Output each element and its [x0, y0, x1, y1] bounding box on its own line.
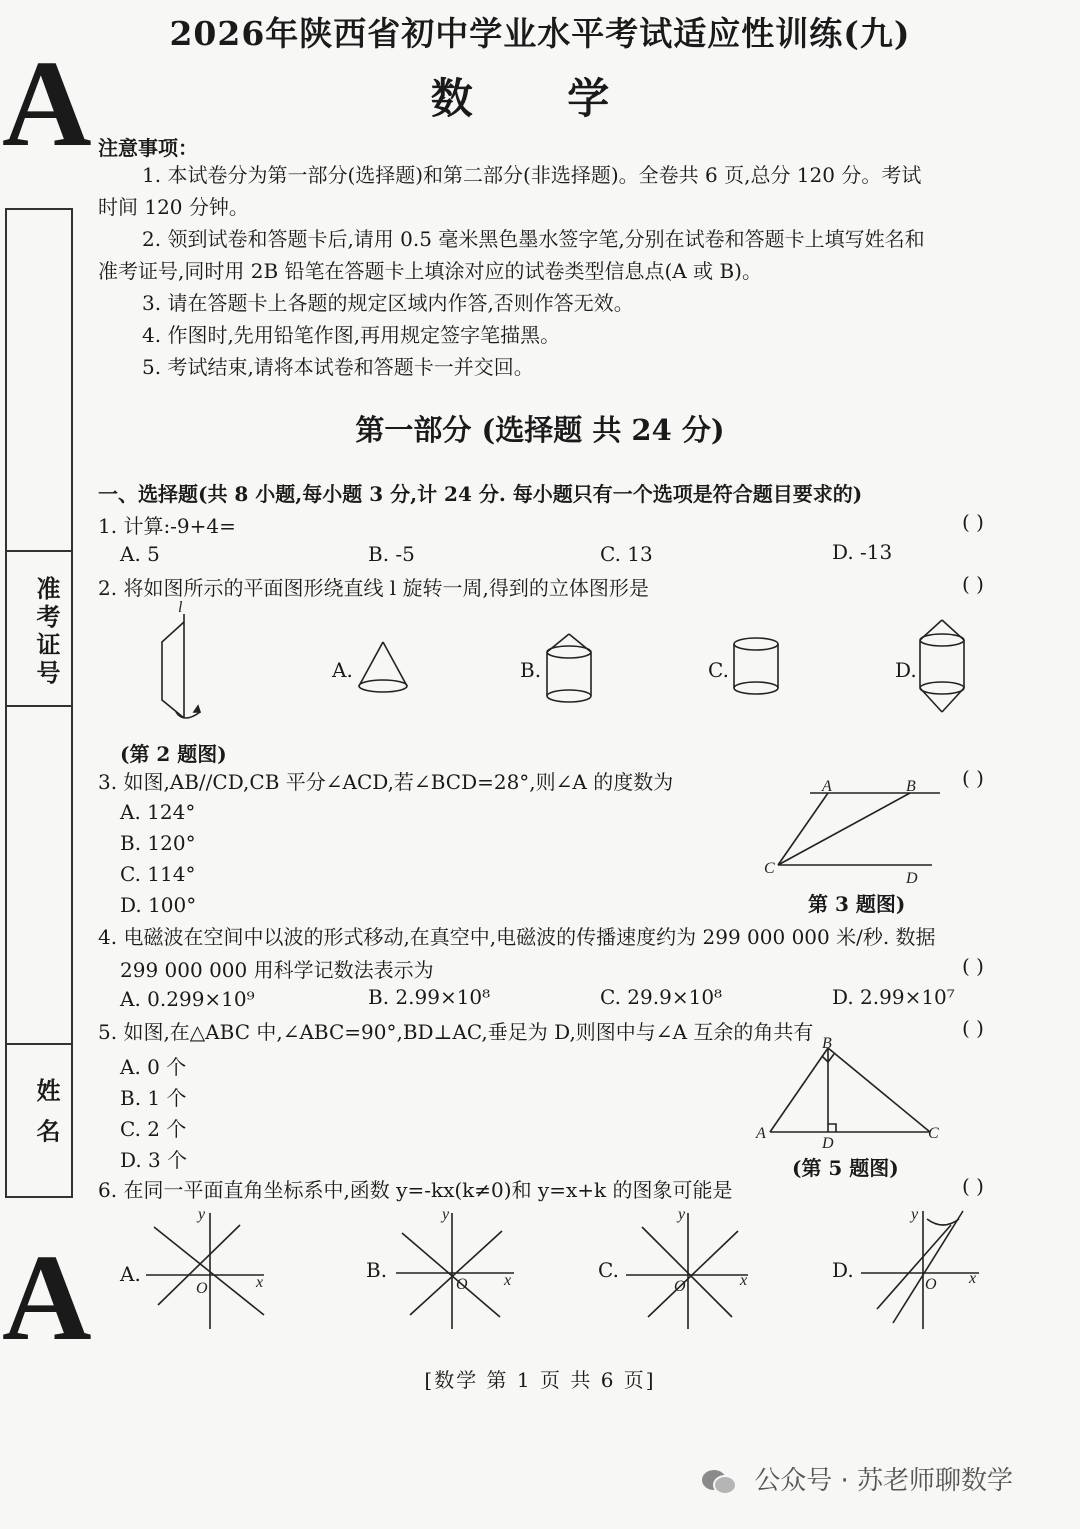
q6a-y-label: y [198, 1206, 206, 1223]
q1-option-c: C. 13 [600, 542, 653, 566]
q4-option-b: B. 2.99×10⁸ [368, 985, 491, 1009]
note-line: 5. 考试结束,请将本试卷和答题卡一并交回。 [142, 355, 534, 379]
q6-option-a: A. [120, 1262, 141, 1286]
q6b-origin-label: O [456, 1276, 468, 1293]
q5-stem: 5. 如图,在△ABC 中,∠ABC=90°,BD⊥AC,垂足为 D,则图中与∠A 互余的角共有 [98, 1020, 814, 1044]
note-line: 3. 请在答题卡上各题的规定区域内作答,否则作答无效。 [142, 291, 634, 315]
q5-point-d: D [822, 1135, 834, 1152]
q5-answer-paren: ( ) [962, 1016, 984, 1040]
q2-option-b: B. [520, 658, 542, 682]
q3-point-a: A [822, 778, 832, 795]
watermark [700, 1460, 1013, 1497]
q6-option-b: B. [366, 1258, 388, 1282]
q5-option-d: D. 3 个 [120, 1148, 188, 1172]
q6d-y-label: y [911, 1206, 919, 1223]
q4-stem-line2: 299 000 000 用科学记数法表示为 [120, 958, 434, 982]
q4-answer-paren: ( ) [962, 954, 984, 978]
q3-option-c: C. 114° [120, 862, 196, 886]
q2-option-a: A. [332, 658, 353, 682]
q2-axis-label: l [178, 599, 183, 616]
paper-type-letter-bottom: A [2, 1229, 92, 1366]
part1-title: 第一部分 (选择题 共 24 分) [355, 413, 725, 447]
q3-stem: 3. 如图,AB//CD,CB 平分∠ACD,若∠BCD=28°,则∠A 的度数为 [98, 770, 674, 794]
notes-heading: 注意事项： [98, 136, 198, 160]
q6c-y-label: y [678, 1206, 686, 1223]
q4-option-a: A. 0.299×10⁹ [120, 987, 255, 1011]
binding-sidebar [5, 208, 73, 1198]
q6-option-d: D. [832, 1258, 854, 1282]
q3-option-a: A. 124° [120, 800, 196, 824]
q6b-y-label: y [442, 1206, 450, 1223]
q5-option-c: C. 2 个 [120, 1117, 187, 1141]
q6-graph-b [390, 1205, 520, 1335]
q5-point-c: C [928, 1125, 939, 1142]
q6a-x-label: x [256, 1274, 264, 1291]
q6-graph-c [620, 1205, 755, 1335]
q6-answer-paren: ( ) [962, 1174, 984, 1198]
q2-option-c: C. [708, 658, 729, 682]
page-footer: [数学 第 1 页 共 6 页] [424, 1368, 656, 1392]
q1-option-b: B. -5 [368, 542, 415, 566]
paper-type-letter-top: A [2, 35, 92, 172]
q1-answer-paren: ( ) [962, 510, 984, 534]
note-line: 时间 120 分钟。 [98, 195, 249, 219]
q2-caption: (第 2 题图) [120, 742, 227, 766]
q5-option-a: A. 0 个 [120, 1055, 187, 1079]
q2-cylinder-figure [732, 636, 787, 701]
watermark-text: 公众号 · 苏老师聊数学 [754, 1466, 1014, 1496]
q4-option-d: D. 2.99×10⁷ [832, 985, 955, 1009]
q3-point-d: D [906, 870, 918, 887]
q5-point-a: A [756, 1125, 766, 1142]
q3-option-d: D. 100° [120, 893, 197, 917]
q3-option-b: B. 120° [120, 831, 196, 855]
q6c-origin-label: O [674, 1278, 686, 1295]
q1-option-a: A. 5 [120, 542, 160, 566]
q5-option-b: B. 1 个 [120, 1086, 187, 1110]
q3-caption: 第 3 题图) [808, 892, 906, 916]
q2-cone-figure [355, 638, 415, 698]
q6-stem: 6. 在同一平面直角坐标系中,函数 y=-kx(k≠0)和 y=x+k 的图象可能是 [98, 1178, 733, 1202]
name-label: 姓 名 [32, 1078, 61, 1147]
note-line: 2. 领到试卷和答题卡后,请用 0.5 毫米黑色墨水签字笔,分别在试卷和答题卡上填写姓名和 [142, 227, 925, 251]
q6-option-c: C. [598, 1258, 619, 1282]
q5-caption: (第 5 题图) [792, 1156, 899, 1180]
q6c-x-label: x [740, 1272, 748, 1289]
note-line: 4. 作图时,先用铅笔作图,再用规定签字笔描黑。 [142, 323, 561, 347]
q2-cone-cylinder-figure [545, 632, 600, 707]
q3-point-c: C [764, 860, 775, 877]
q6a-origin-label: O [196, 1280, 208, 1297]
exam-id-label: 准考证号 [32, 576, 61, 688]
q3-figure [760, 775, 950, 890]
q2-stem: 2. 将如图所示的平面图形绕直线 l 旋转一周,得到的立体图形是 [98, 576, 649, 600]
q6d-x-label: x [969, 1270, 977, 1287]
q2-answer-paren: ( ) [962, 572, 984, 596]
q1-option-d: D. -13 [832, 540, 893, 564]
wechat-icon [700, 1467, 738, 1497]
q2-plane-figure [150, 600, 210, 725]
exam-title: 2026年陕西省初中学业水平考试适应性训练(九) [169, 14, 911, 53]
section-heading: 一、选择题(共 8 小题,每小题 3 分,计 24 分. 每小题只有一个选项是符合题目要求的) [98, 482, 863, 506]
q6-graph-d [855, 1205, 985, 1335]
q6-graph-a [140, 1205, 270, 1335]
q2-double-cone-cylinder-figure [918, 618, 973, 718]
note-line: 准考证号,同时用 2B 铅笔在答题卡上填涂对应的试卷类型信息点(A 或 B)。 [98, 259, 762, 283]
q4-option-c: C. 29.9×10⁸ [600, 985, 723, 1009]
q4-stem-line1: 4. 电磁波在空间中以波的形式移动,在真空中,电磁波的传播速度约为 299 000 000 米/秒. 数据 [98, 925, 936, 949]
subject-title: 数 学 [430, 74, 650, 123]
q5-point-b: B [822, 1035, 832, 1052]
note-line: 1. 本试卷分为第一部分(选择题)和第二部分(非选择题)。全卷共 6 页,总分 120 分。考试 [142, 163, 922, 187]
q6d-origin-label: O [925, 1276, 937, 1293]
q5-figure [752, 1034, 952, 1154]
q3-answer-paren: ( ) [962, 766, 984, 790]
q2-option-d: D. [895, 658, 917, 682]
q3-point-b: B [906, 778, 916, 795]
q6b-x-label: x [504, 1272, 512, 1289]
q1-stem: 1. 计算:-9+4= [98, 514, 236, 538]
